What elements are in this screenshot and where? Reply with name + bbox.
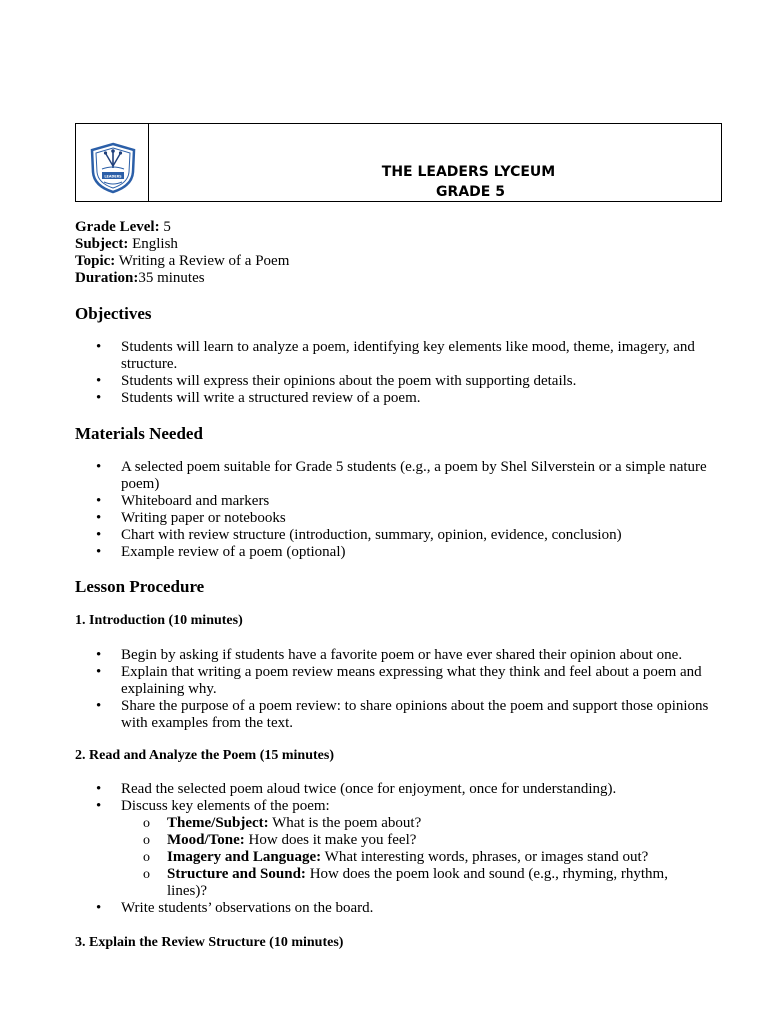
school-name: THE LEADERS LYCEUM	[381, 164, 556, 180]
topic-value: Writing a Review of a Poem	[115, 253, 290, 269]
topic-label: Topic:	[75, 253, 116, 269]
subject-label: Subject:	[75, 236, 129, 252]
materials-heading: Materials Needed	[75, 424, 203, 443]
procedure-heading: Lesson Procedure	[75, 577, 205, 596]
sub-list-item: o Imagery and Language: What interesting words, phrases, or images stand out?	[121, 849, 725, 866]
analyze-sub-list	[121, 815, 725, 900]
duration-value: 35 minutes	[138, 270, 205, 286]
subject-value: English	[128, 236, 178, 252]
grade-level-value: 5	[159, 219, 171, 235]
list-item: • A selected poem suitable for Grade 5 students (e.g., a poem by Shel Silverstein or a simple nature poem)	[75, 459, 725, 493]
school-heading	[148, 162, 721, 202]
list-item: • Example review of a poem (optional)	[75, 544, 725, 561]
list-item: • Students will learn to analyze a poem, identifying key elements like mood, theme, imagery, and structure.	[75, 339, 725, 373]
analyze-list	[75, 781, 725, 917]
list-item: • Chart with review structure (introduction, summary, opinion, evidence, conclusion)	[75, 527, 725, 544]
analyze-heading: 2. Read and Analyze the Poem (15 minutes)	[75, 748, 334, 763]
duration-label: Duration:	[75, 270, 139, 286]
objectives-list	[75, 339, 725, 407]
structure-heading: 3. Explain the Review Structure (10 minutes)	[75, 935, 344, 950]
svg-text:LEADERS: LEADERS	[104, 174, 122, 179]
grade-title: GRADE 5	[436, 184, 505, 200]
list-item: • Share the purpose of a poem review: to share opinions about the poem and support those opinions with examples from the text.	[75, 698, 725, 732]
sub-list-item: o Theme/Subject: What is the poem about?	[121, 815, 725, 832]
list-item: • Students will express their opinions about the poem with supporting details.	[75, 373, 725, 390]
grade-level-label: Grade Level:	[75, 219, 160, 235]
list-item: • Read the selected poem aloud twice (once for enjoyment, once for understanding).	[75, 781, 725, 798]
header-box	[75, 123, 722, 202]
school-logo-icon	[88, 142, 138, 194]
list-item: • Students will write a structured review of a poem.	[75, 390, 725, 407]
list-item: • Writing paper or notebooks	[75, 510, 725, 527]
lesson-meta	[75, 219, 289, 287]
introduction-list	[75, 647, 725, 732]
sub-list-item: o Structure and Sound: How does the poem look and sound (e.g., rhyming, rhythm, lines)?	[121, 866, 725, 900]
list-item: • Whiteboard and markers	[75, 493, 725, 510]
sub-list-item: o Mood/Tone: How does it make you feel?	[121, 832, 725, 849]
logo-cell	[76, 124, 149, 201]
sub-list-container	[75, 815, 725, 900]
list-item: • Write students’ observations on the board.	[75, 900, 725, 917]
materials-list	[75, 459, 725, 561]
list-item: • Explain that writing a poem review means expressing what they think and feel about a poem and explaining why.	[75, 664, 725, 698]
objectives-heading: Objectives	[75, 304, 152, 323]
introduction-heading: 1. Introduction (10 minutes)	[75, 613, 243, 628]
list-item: • Begin by asking if students have a favorite poem or have ever shared their opinion about one.	[75, 647, 725, 664]
list-item: • Discuss key elements of the poem:	[75, 798, 725, 815]
